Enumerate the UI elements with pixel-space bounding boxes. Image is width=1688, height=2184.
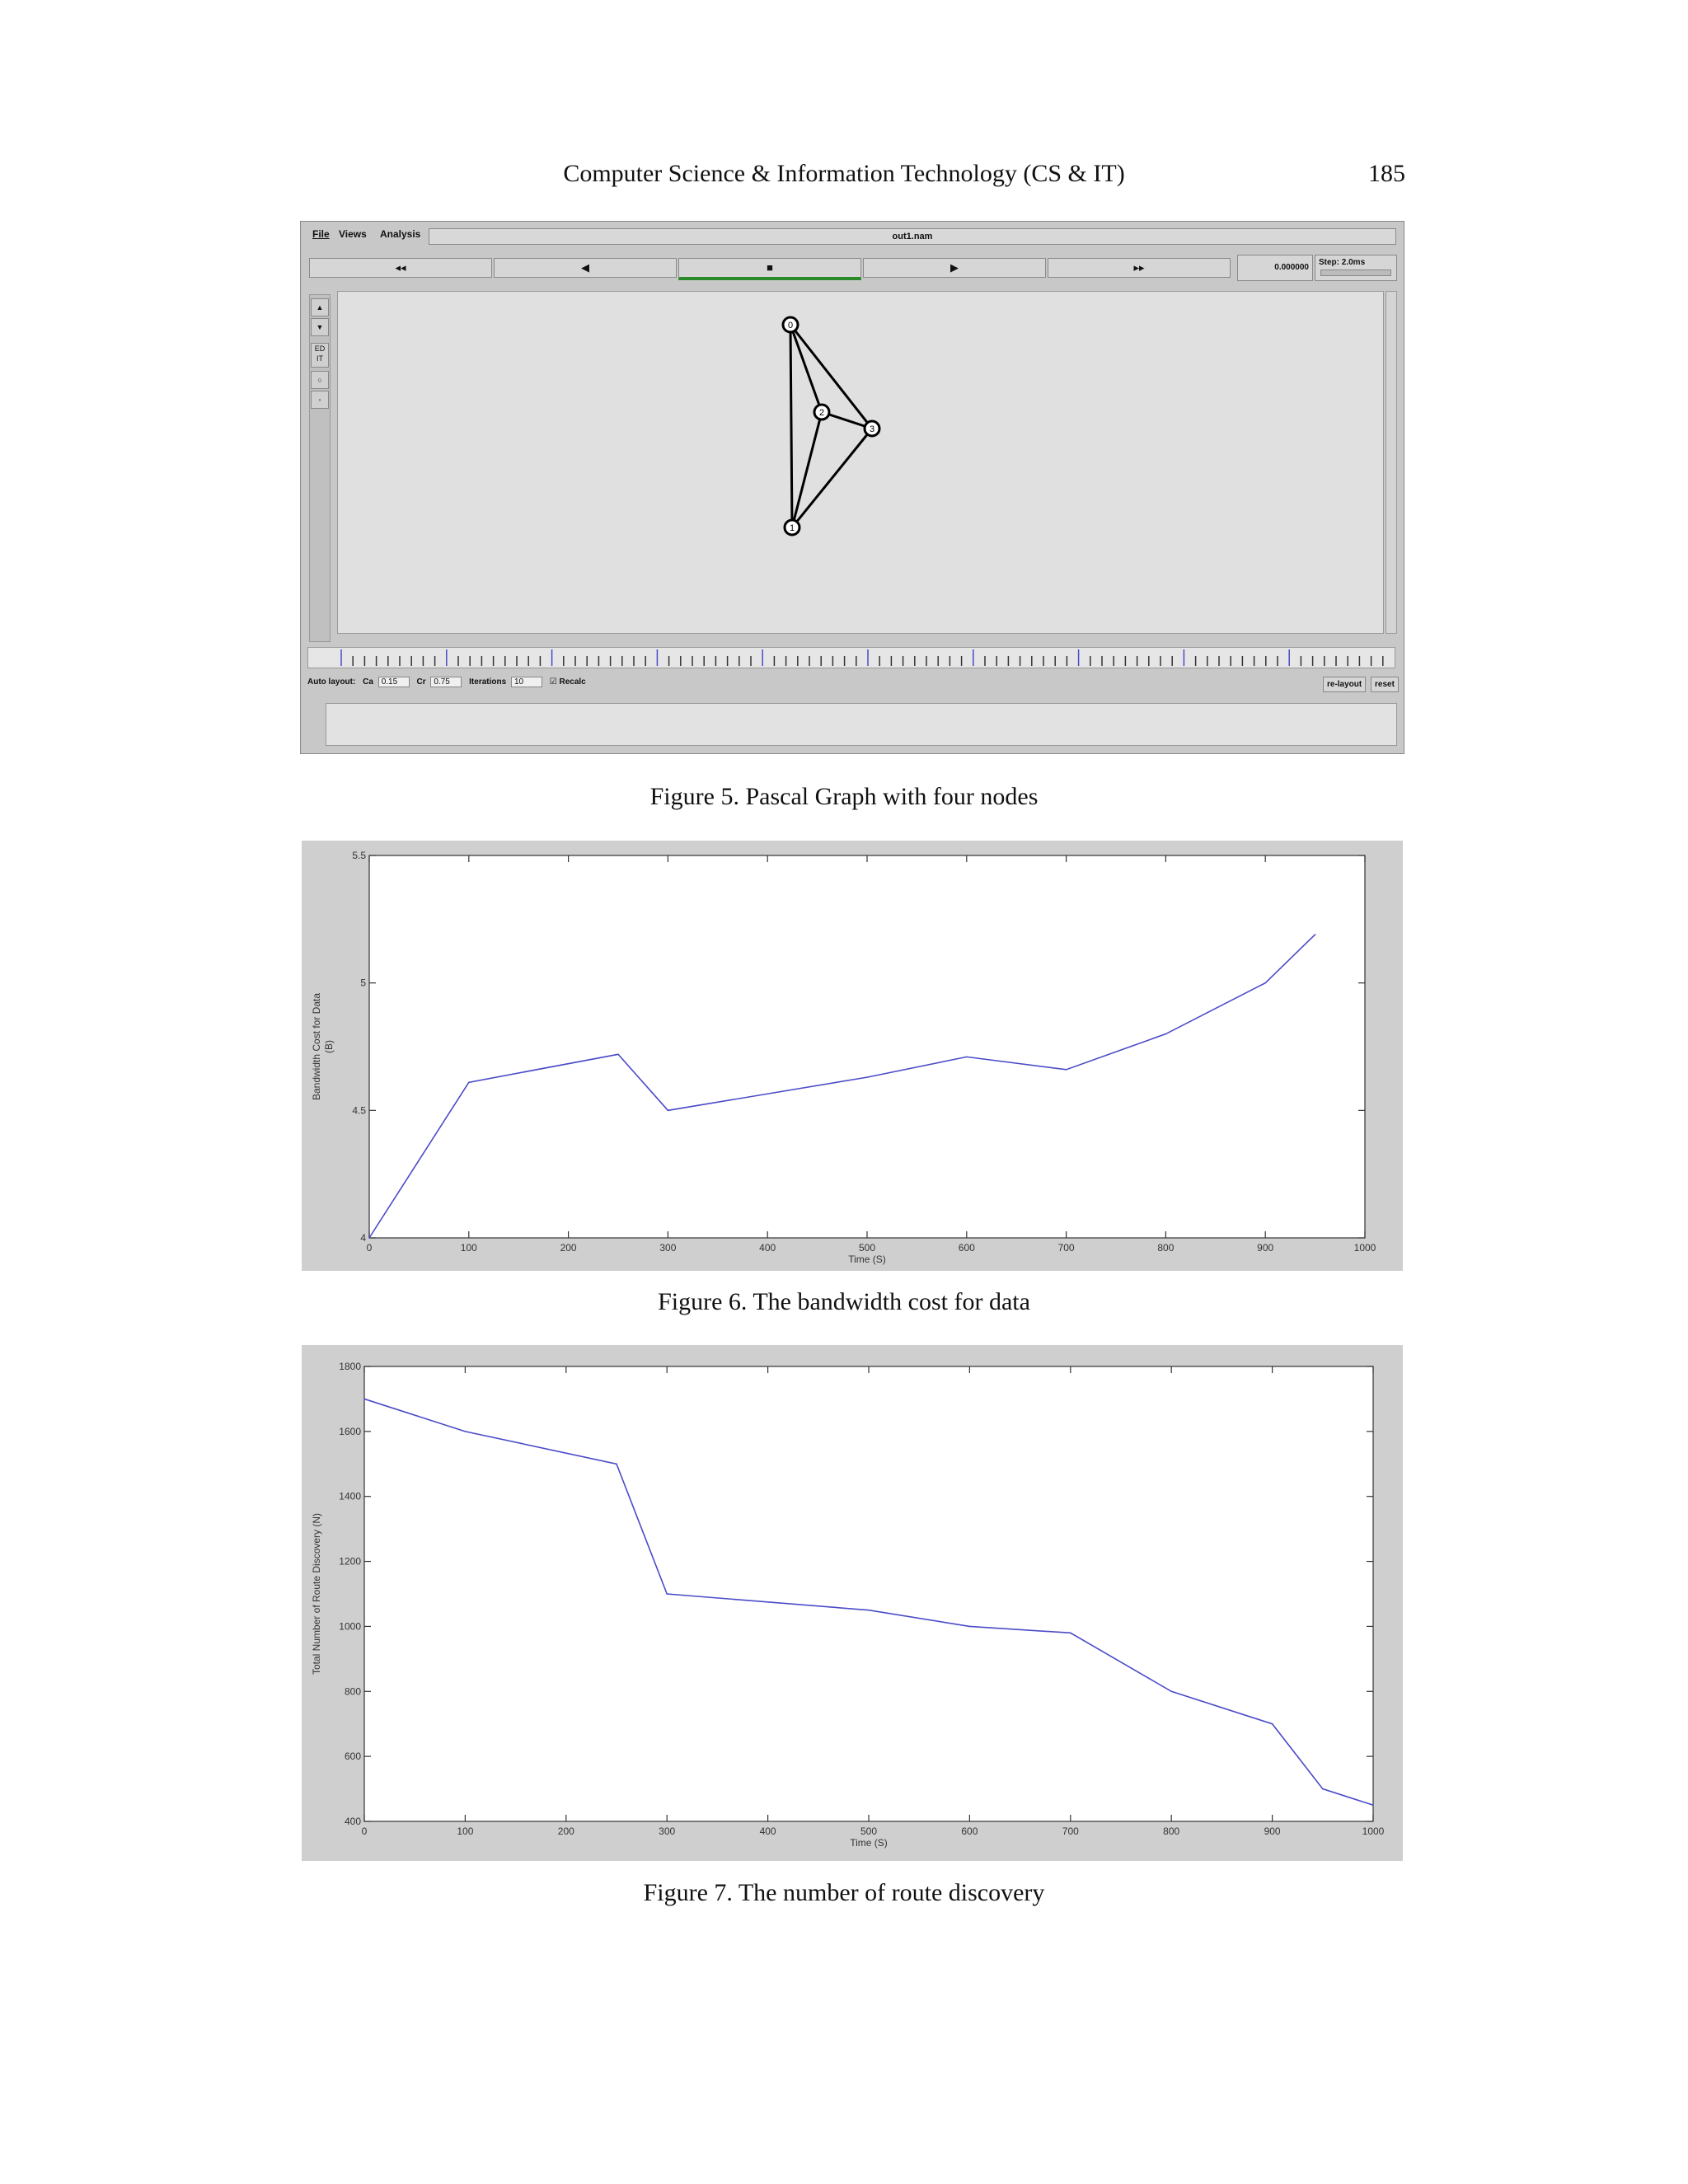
menu-views-label: Views xyxy=(339,228,367,240)
y-tick-label: 1800 xyxy=(339,1361,361,1372)
annotation-panel[interactable] xyxy=(326,703,1397,746)
x-tick-label: 500 xyxy=(858,1242,876,1254)
stop-button[interactable]: ■ xyxy=(678,258,861,280)
y-tick-label: 1200 xyxy=(339,1555,361,1568)
data-point xyxy=(368,1237,370,1239)
figure7-chart xyxy=(302,1345,1403,1861)
reset-button[interactable]: reset xyxy=(1371,677,1399,692)
x-tick-label: 1000 xyxy=(1353,1242,1376,1254)
x-tick-label: 200 xyxy=(560,1242,577,1254)
auto-layout-row xyxy=(307,677,586,691)
x-tick-label: 800 xyxy=(1157,1242,1175,1254)
data-point xyxy=(866,1076,868,1078)
timeline-slider[interactable] xyxy=(307,647,1395,668)
y-axis-label: (B) xyxy=(323,1040,335,1053)
x-axis-label: Time (S) xyxy=(848,1254,886,1265)
play-button[interactable]: ▶ xyxy=(863,258,1046,278)
iterations-label: Iterations xyxy=(469,677,507,687)
step-slider[interactable] xyxy=(1320,269,1391,276)
graph-node-label-1: 1 xyxy=(789,523,795,533)
x-tick-label: 700 xyxy=(1057,1242,1075,1254)
ca-input[interactable]: 0.15 xyxy=(378,677,410,687)
rewind-button[interactable]: ◂◂ xyxy=(309,258,492,278)
menu-file-label: File xyxy=(312,228,330,240)
x-tick-label: 1000 xyxy=(1362,1825,1385,1837)
y-tick-label: 4 xyxy=(360,1232,366,1244)
graph-node-label-2: 2 xyxy=(818,408,825,418)
timeline-ticks xyxy=(308,648,1395,668)
data-point xyxy=(668,1110,669,1112)
x-tick-label: 0 xyxy=(366,1242,373,1254)
y-tick-label: 400 xyxy=(344,1816,361,1827)
auto-layout-label: Auto layout: xyxy=(307,677,356,687)
figure5-caption: Figure 5. Pascal Graph with four nodes xyxy=(649,783,1039,810)
y-tick-label: 5 xyxy=(360,977,366,989)
dot-tool-icon[interactable]: ◦ xyxy=(311,391,329,409)
ca-label: Ca xyxy=(363,677,373,687)
cr-label: Cr xyxy=(416,677,426,687)
x-tick-label: 900 xyxy=(1257,1242,1274,1254)
tool-sidebar xyxy=(309,294,331,642)
edit-icon[interactable]: ED IT xyxy=(311,343,329,368)
x-tick-label: 500 xyxy=(860,1825,878,1837)
x-tick-label: 100 xyxy=(460,1242,477,1254)
data-point xyxy=(969,1626,971,1628)
x-tick-label: 400 xyxy=(759,1242,776,1254)
x-tick-label: 300 xyxy=(659,1825,676,1837)
data-point xyxy=(1372,1804,1374,1806)
data-point xyxy=(1264,982,1266,984)
iterations-input[interactable]: 10 xyxy=(511,677,542,687)
nam-window xyxy=(300,221,1404,754)
graph-edge-0-1 xyxy=(790,325,792,527)
data-point xyxy=(616,1463,617,1465)
file-name-label: out1.nam xyxy=(429,228,1396,245)
menu-analysis[interactable] xyxy=(380,228,420,240)
data-point xyxy=(1322,1788,1324,1790)
vertical-scrollbar[interactable] xyxy=(1386,291,1397,634)
y-axis-label: Bandwidth Cost for Data xyxy=(311,992,322,1101)
data-point xyxy=(363,1399,365,1400)
graph-edge-0-3 xyxy=(790,325,872,429)
data-point xyxy=(465,1431,467,1432)
circle-tool-icon[interactable]: ○ xyxy=(311,371,329,389)
x-tick-label: 200 xyxy=(557,1825,574,1837)
menu-analysis-label: Analysis xyxy=(380,228,421,240)
data-point xyxy=(966,1057,968,1058)
figure6-caption: Figure 6. The bandwidth cost for data xyxy=(658,1288,1030,1315)
y-tick-label: 1000 xyxy=(339,1620,361,1633)
data-point xyxy=(868,1610,870,1611)
cr-input[interactable]: 0.75 xyxy=(430,677,462,687)
x-tick-label: 400 xyxy=(759,1825,776,1837)
y-tick-label: 600 xyxy=(344,1750,361,1763)
data-point xyxy=(666,1593,668,1595)
data-point xyxy=(1170,1690,1172,1692)
menu-views[interactable] xyxy=(339,228,367,240)
y-tick-label: 800 xyxy=(344,1685,361,1698)
y-tick-label: 5.5 xyxy=(352,850,366,861)
x-tick-label: 900 xyxy=(1264,1825,1281,1837)
y-tick-label: 1600 xyxy=(339,1425,361,1437)
data-point xyxy=(1272,1723,1273,1725)
zoom-in-icon[interactable]: ▲ xyxy=(311,298,329,316)
network-graph xyxy=(338,292,1383,633)
graph-edge-0-2 xyxy=(790,325,822,412)
data-point xyxy=(1070,1633,1071,1634)
recalc-checkbox[interactable]: ☑ xyxy=(549,677,557,687)
data-point xyxy=(468,1082,470,1084)
graph-node-label-0: 0 xyxy=(787,321,794,330)
recalc-label: Recalc xyxy=(559,677,586,687)
figure6-chart xyxy=(302,841,1403,1271)
network-canvas[interactable] xyxy=(337,291,1384,634)
data-point xyxy=(1066,1069,1067,1071)
figure7-caption: Figure 7. The number of route discovery xyxy=(643,1879,1045,1906)
x-tick-label: 300 xyxy=(659,1242,677,1254)
data-point xyxy=(1165,1033,1167,1035)
plot-area xyxy=(364,1366,1373,1821)
data-point xyxy=(1315,934,1316,935)
fast-forward-button[interactable]: ▸▸ xyxy=(1048,258,1231,278)
graph-node-label-3: 3 xyxy=(869,424,875,434)
y-tick-label: 4.5 xyxy=(352,1104,366,1117)
page-number: 185 xyxy=(1368,160,1405,187)
data-point xyxy=(617,1053,619,1055)
relayout-button[interactable]: re-layout xyxy=(1323,677,1366,692)
time-display: 0.000000 xyxy=(1237,255,1313,281)
bandwidth-cost-chart xyxy=(302,841,1403,1271)
x-tick-label: 700 xyxy=(1062,1825,1079,1837)
zoom-out-icon[interactable]: ▼ xyxy=(311,318,329,336)
x-tick-label: 800 xyxy=(1163,1825,1180,1837)
plot-area xyxy=(369,855,1365,1238)
step-back-button[interactable]: ◀ xyxy=(494,258,677,278)
menu-bar xyxy=(301,222,1404,246)
y-axis-label: Total Number of Route Discovery (N) xyxy=(311,1512,322,1675)
y-tick-label: 1400 xyxy=(339,1490,361,1502)
route-discovery-chart xyxy=(302,1345,1403,1861)
x-tick-label: 0 xyxy=(361,1825,368,1837)
x-tick-label: 100 xyxy=(457,1825,474,1837)
x-tick-label: 600 xyxy=(958,1242,975,1254)
step-control[interactable] xyxy=(1315,255,1397,281)
step-label: Step: 2.0ms xyxy=(1319,258,1366,267)
x-tick-label: 600 xyxy=(961,1825,978,1837)
running-header-title: Computer Science & Information Technology (CS & IT) xyxy=(563,160,1125,187)
menu-file[interactable] xyxy=(312,228,330,240)
x-axis-label: Time (S) xyxy=(850,1837,888,1849)
